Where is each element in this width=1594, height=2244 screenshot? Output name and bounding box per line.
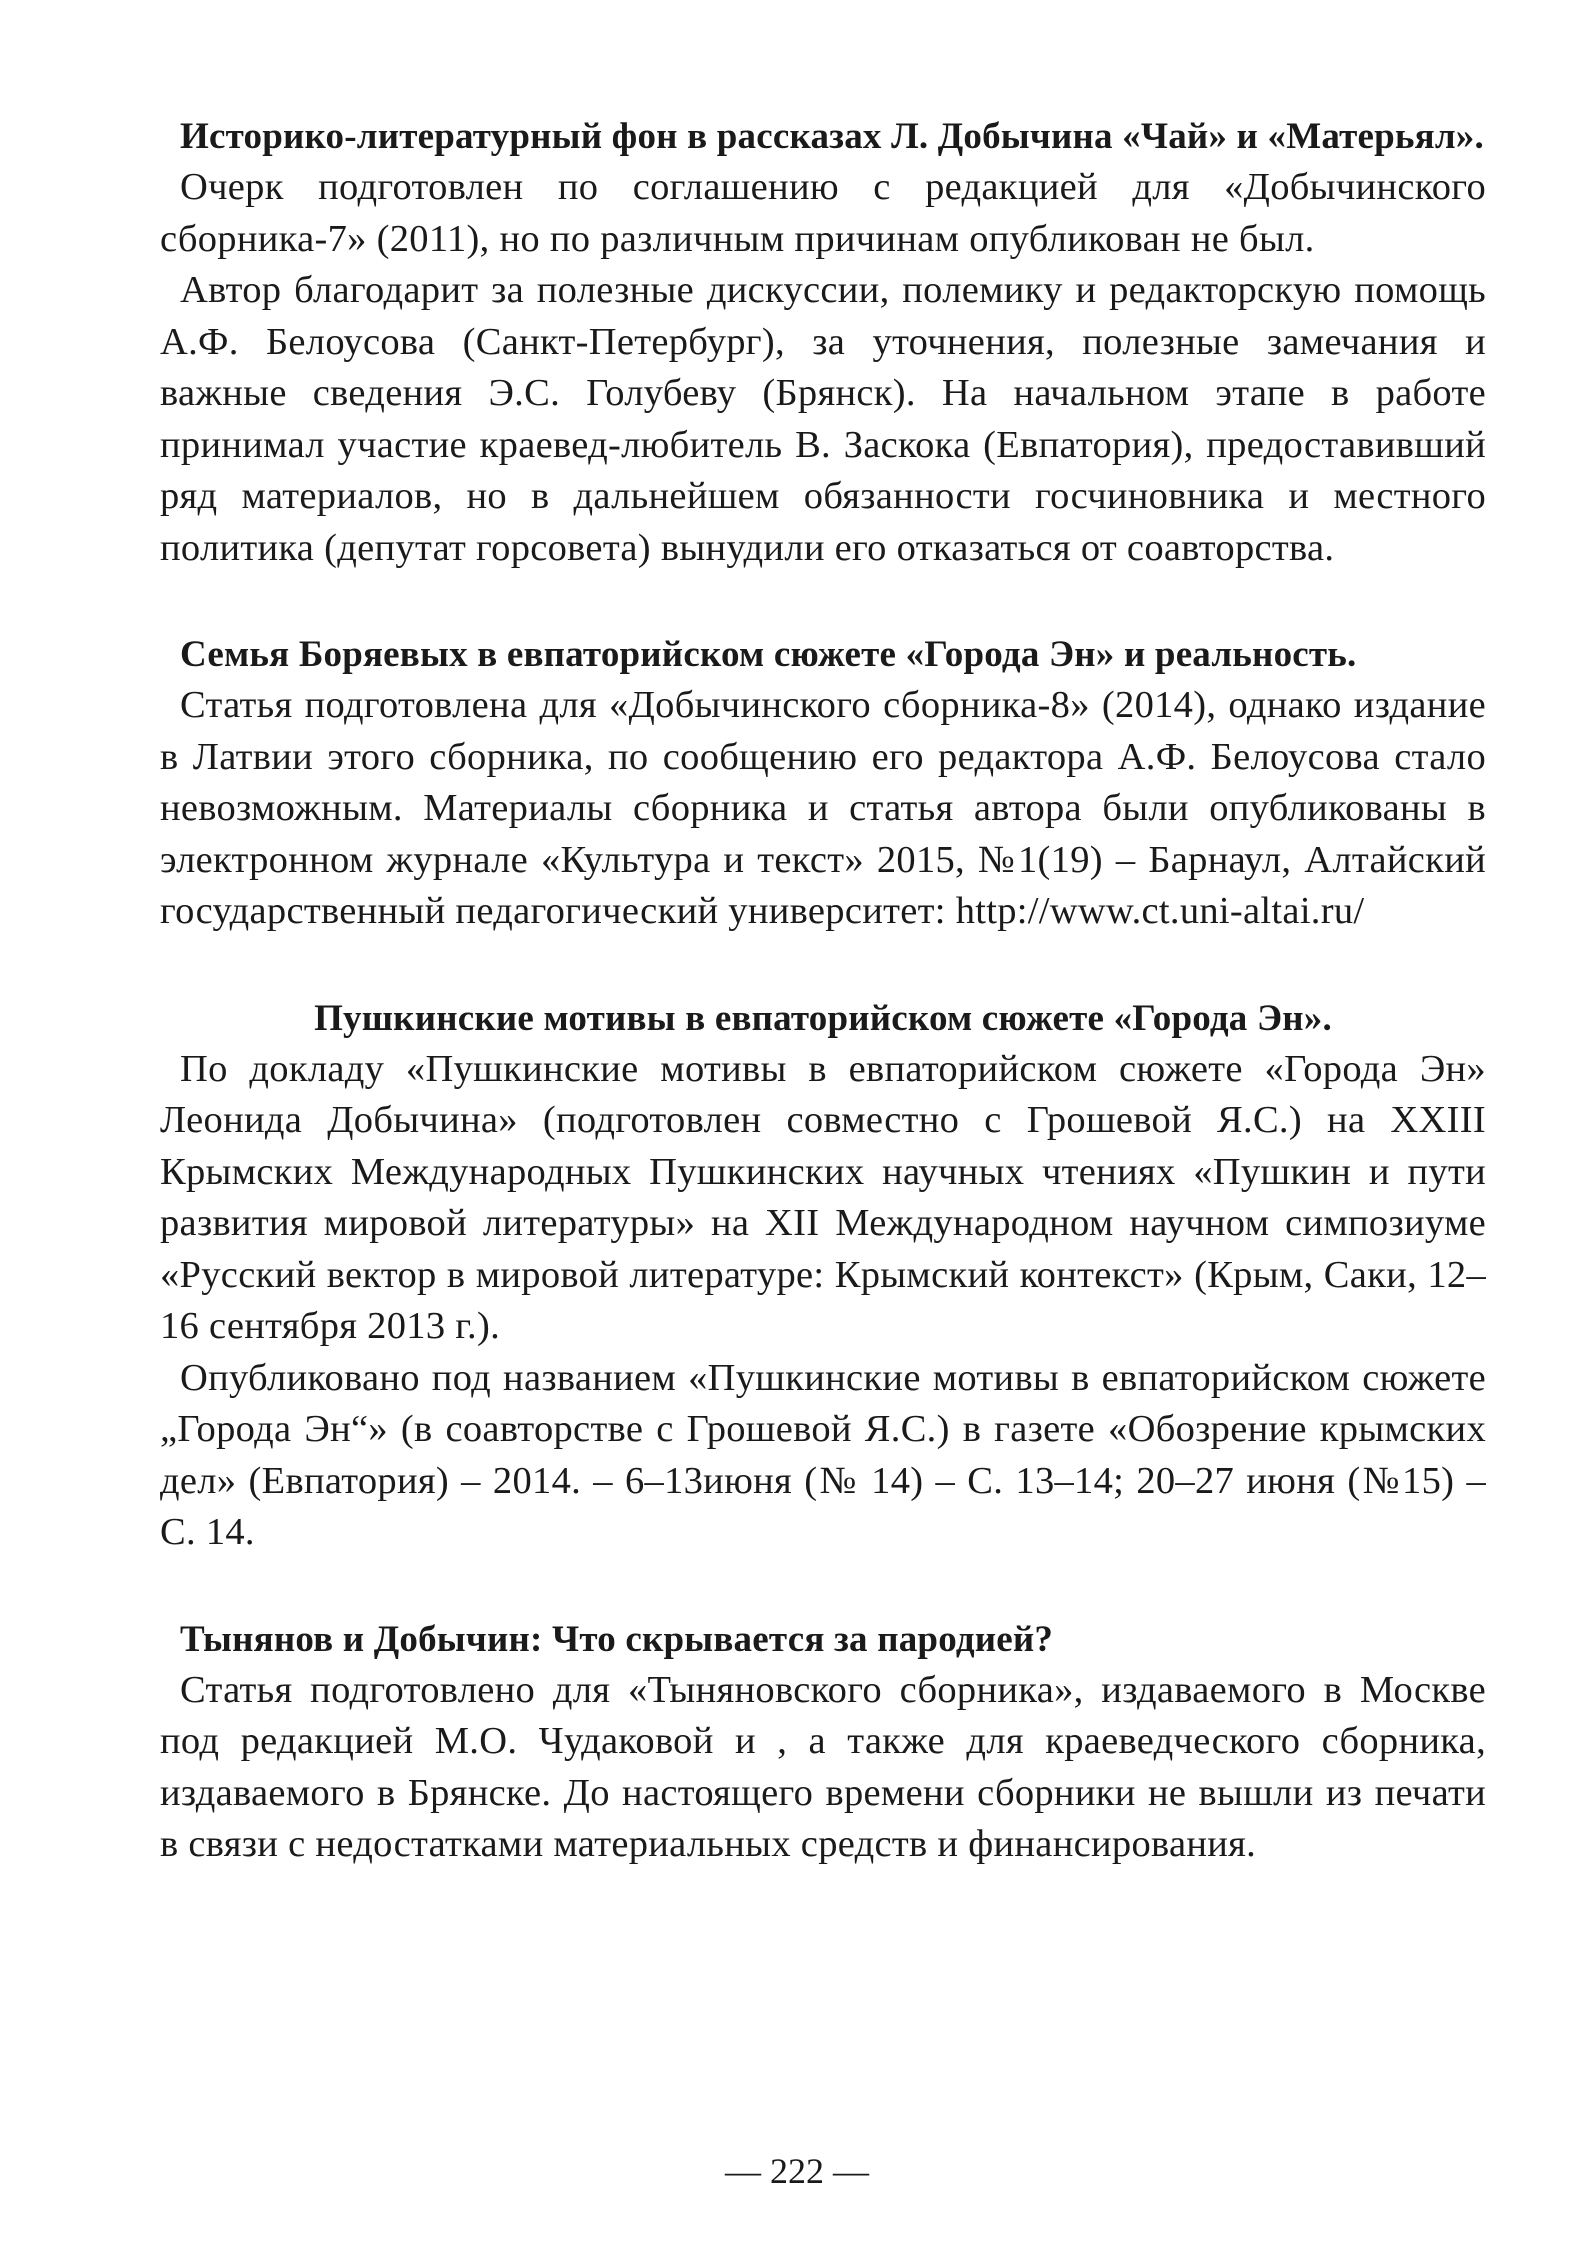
paragraph: Очерк подготовлен по соглашению с редакцией для «Добычинского сборника-7» (2011), но по различным причинам опубликован не был. [160, 166, 1486, 260]
section-heading: Историко-литературный фон в рассказах Л. Добычина «Чай» и «Матерьял». [180, 116, 1484, 157]
paragraph: Автор благодарит за полезные дискуссии, полемику и редакторскую помощь А.Ф. Белоусова (Санкт-Петербург), за уточнения, полезные замечания и важные сведения Э.С. Голубеву (Брянск). На начальном этапе в работе принимал участие краевед-любитель В. Заскока (Евпатория), предоставивший ряд материалов, но в дальнейшем обязанности госчиновника и местного политика (депутат горсовета) вынудили его отказаться от соавторства. [160, 269, 1486, 569]
section-pushkin-motifs [160, 994, 1486, 1559]
section-tynyanov-dobychin [160, 1615, 1486, 1871]
paragraph: Статья подготовлено для «Тыняновского сборника», издаваемого в Москве под редакцией М.О. Чудаковой и , а также для краеведческого сборника, издаваемого в Брянске. До настоящего времени сборники не вышли из печати в связи с недостатками материальных средств и финансирования. [160, 1668, 1486, 1865]
section-heading: Тынянов и Добычин: Что скрывается за пародией? [180, 1618, 1054, 1660]
section-dobychin-tea [160, 112, 1486, 574]
section-heading: Семья Боряевых в евпаторийском сюжете «Города Эн» и реальность. [180, 634, 1357, 675]
section-boryaev-family [160, 630, 1486, 938]
paragraph: По докладу «Пушкинские мотивы в евпаторийском сюжете «Города Эн» Леонида Добычина» (подготовлен совместно с Грошевой Я.С.) на XXIII Крымских Международных Пушкинских научных чтениях «Пушкин и пути развития мировой литературы» на XII Международном научном симпозиуме «Русский вектор в мировой литературе: Крымский контекст» (Крым, Саки, 12–16 сентября 2013 г.). [160, 1047, 1486, 1347]
paragraph: Опубликовано под названием «Пушкинские мотивы в евпаторийском сюжете „Города Эн“» (в соавторстве с Грошевой Я.С.) в газете «Обозрение крымских дел» (Евпатория) – 2014. – 6–13июня (№ 14) – С. 13–14; 20–27 июня (№15) – С. 14. [160, 1356, 1486, 1553]
paragraph: Статья подготовлена для «Добычинского сборника-8» (2014), однако издание в Латвии этого сборника, по сообщению его редактора А.Ф. Белоусова стало невозможным. Материалы сборника и статья автора были опубликованы в электронном журнале «Культура и текст» 2015, №1(19) – Барнаул, Алтайский государственный педагогический университет: http://www.ct.uni-altai.ru/ [160, 684, 1486, 932]
page-number: — 222 — [725, 2151, 869, 2191]
document-page [160, 112, 1486, 1927]
section-heading: Пушкинские мотивы в евпаторийском сюжете «Города Эн». [314, 997, 1332, 1039]
